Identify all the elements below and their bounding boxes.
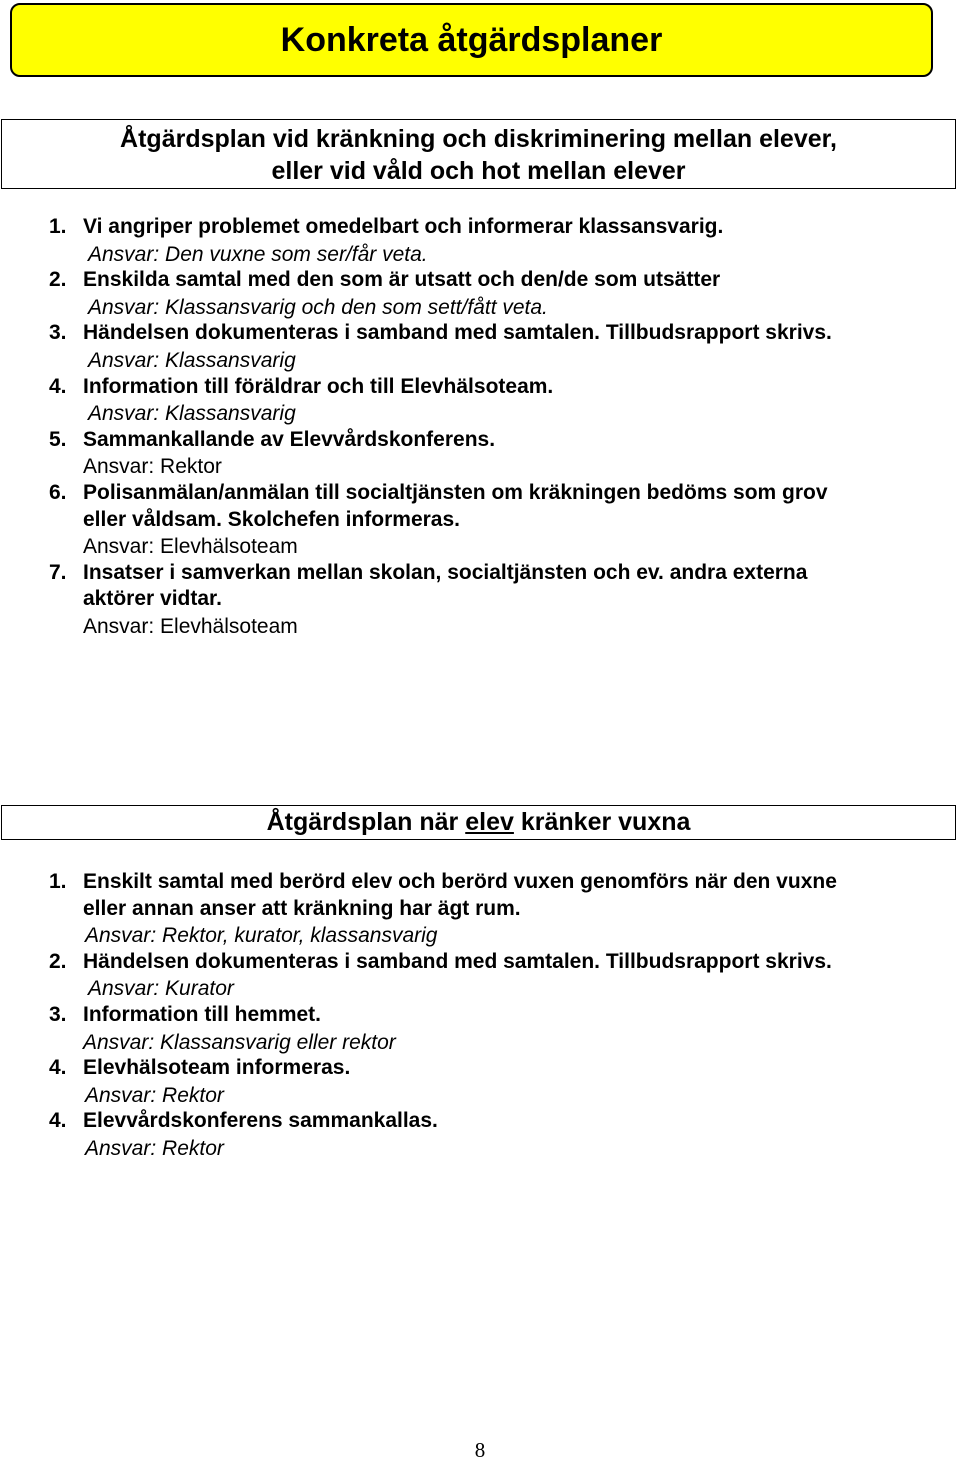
list-item-number: 3. xyxy=(49,1003,67,1026)
list-item-title: Polisanmälan/anmälan till socialtjänsten om kräkningen bedöms som grov xyxy=(83,481,828,504)
list-item-responsible: Ansvar: Klassansvarig och den som sett/fått veta. xyxy=(88,295,548,319)
list-item-title: aktörer vidtar. xyxy=(83,587,222,611)
list-item-responsible: Ansvar: Elevhälsoteam xyxy=(83,535,298,559)
list-item-title: Information till hemmet. xyxy=(83,1003,322,1026)
list-item-responsible: Ansvar: Klassansvarig xyxy=(88,349,296,372)
page-banner xyxy=(10,3,933,77)
list-item-number: 7. xyxy=(49,560,67,584)
list-item-responsible: Ansvar: Klassansvarig xyxy=(88,402,296,426)
list-item-title: Vi angriper problemet omedelbart och informerar klassansvarig. xyxy=(83,215,724,238)
list-item-title: Enskilt samtal med berörd elev och berörd vuxen genomförs när den vuxne xyxy=(83,870,837,893)
list-item-title: Enskilda samtal med den som är utsatt och den/de som utsätter xyxy=(83,268,721,292)
list-item-number: 4. xyxy=(49,1056,67,1080)
list-item-title: eller annan anser att kränkning har ägt rum. xyxy=(83,896,521,920)
page-title: Konkreta åtgärdsplaner xyxy=(280,20,663,59)
list-item-number: 5. xyxy=(49,427,67,451)
list-item-number: 1. xyxy=(49,215,67,238)
list-item-number: 6. xyxy=(49,481,67,504)
list-item-title: Elevhälsoteam informeras. xyxy=(83,1056,351,1080)
list-item-title: Elevvårdskonferens sammankallas. xyxy=(83,1109,438,1133)
list-item-responsible: Ansvar: Rektor, kurator, klassansvarig xyxy=(85,924,438,948)
list-item-responsible: Ansvar: Rektor xyxy=(83,455,222,479)
list-item-number: 4. xyxy=(49,374,67,398)
section2-title-post: kränker vuxna xyxy=(513,808,691,836)
list-item-responsible: Ansvar: Klassansvarig eller rektor xyxy=(83,1030,396,1054)
list-item-responsible: Ansvar: Den vuxne som ser/får veta. xyxy=(88,242,428,266)
list-item-responsible: Ansvar: Elevhälsoteam xyxy=(83,615,298,638)
list-item-title: Sammankallande av Elevvårdskonferens. xyxy=(83,427,496,451)
list-item-number: 3. xyxy=(49,321,67,345)
section2-title-pre: Åtgärdsplan när xyxy=(266,808,466,836)
section2-heading-box xyxy=(1,805,956,840)
section1-title-line1: Åtgärdsplan vid kränkning och diskriminering mellan elever, xyxy=(120,125,837,153)
list-item-title: eller våldsam. Skolchefen informeras. xyxy=(83,507,460,531)
section1-heading-box xyxy=(1,119,956,189)
list-item-responsible: Ansvar: Rektor xyxy=(85,1137,224,1160)
section1-title-line2: eller vid våld och hot mellan elever xyxy=(271,157,686,185)
list-item-number: 4. xyxy=(49,1109,67,1133)
list-item-number: 1. xyxy=(49,870,67,893)
list-item-title: Händelsen dokumenteras i samband med samtalen. Tillbudsrapport skrivs. xyxy=(83,949,832,973)
list-item-responsible: Ansvar: Kurator xyxy=(88,977,234,1001)
list-item-title: Information till föräldrar och till Elevhälsoteam. xyxy=(83,374,554,398)
list-item-title: Händelsen dokumenteras i samband med samtalen. Tillbudsrapport skrivs. xyxy=(83,321,832,345)
list-item-responsible: Ansvar: Rektor xyxy=(85,1083,224,1107)
list-item-number: 2. xyxy=(49,268,67,292)
list-item-title: Insatser i samverkan mellan skolan, socialtjänsten och ev. andra externa xyxy=(83,560,808,584)
list-item-number: 2. xyxy=(49,949,67,973)
section2-title-underlined: elev xyxy=(465,808,514,836)
page-number: 8 xyxy=(474,1438,486,1462)
